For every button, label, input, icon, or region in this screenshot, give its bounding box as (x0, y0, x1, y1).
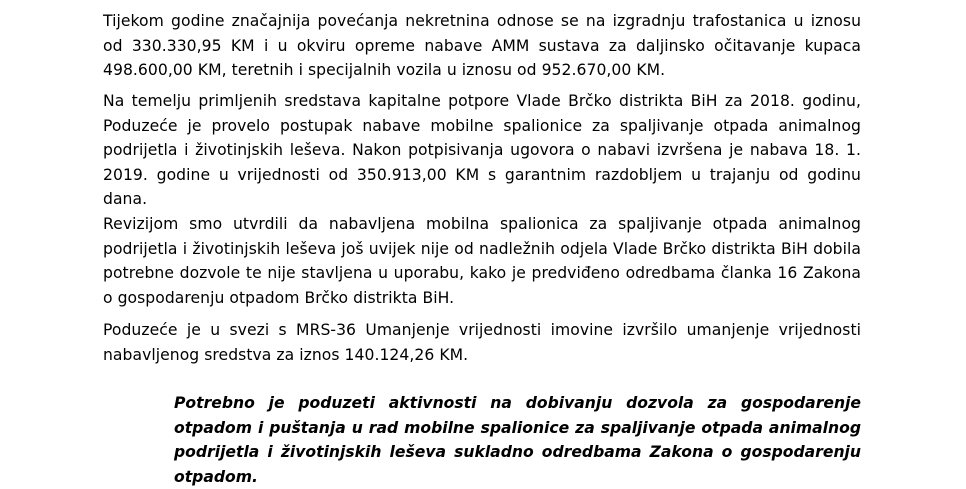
paragraph-impairment: Poduzeće je u svezi s MRS-36 Umanjenje vrijednosti imovine izvršilo umanjenje vrijednosti nabavljenog sredstva za iznos 140.124,26 KM. (103, 321, 861, 364)
paragraph-audit-finding: Revizijom smo utvrdili da nabavljena mobilna spalionica za spaljivanje otpada animalnog podrijetla i životinjskih leševa još uvijek nije od nadležnih odjela Vlade Brčko distrikta BiH dobila potrebne dozvole te nije stavljena u uporabu, kako je predviđeno odredbama članka 16 Zakona o gospodarenju otpadom Brčko distrikta BiH. (103, 215, 861, 307)
audit-recommendation: Potrebno je poduzeti aktivnosti na dobivanju dozvola za gospodarenje otpadom i puštanja u rad mobilne spalionice za spaljivanje otpada animalnog podrijetla i životinjskih leševa sukladno odredbama Zakona o gospodarenju otpadom. (174, 394, 861, 486)
paragraph-capital-investments: Tijekom godine značajnija povećanja nekretnina odnose se na izgradnju trafostanica u iznosu od 330.330,95 KM i u okviru opreme nabave AMM sustava za daljinsko očitavanje kupaca 498.600,00 KM, teretnih i specijalnih vozila u iznosu od 952.670,00 KM. (103, 12, 861, 79)
paragraph-incinerator-procurement: Na temelju primljenih sredstava kapitalne potpore Vlade Brčko distrikta BiH za 2018. godinu, Poduzeće je provelo postupak nabave mobilne spalionice za spaljivanje otpada animalnog podrijetla i životinjskih leševa. Nakon potpisivanja ugovora o nabavi izvršena je nabava 18. 1. 2019. godine u vrijednosti od 350.913,00 KM s garantnim razdobljem u trajanju od godinu dana. (103, 92, 861, 208)
